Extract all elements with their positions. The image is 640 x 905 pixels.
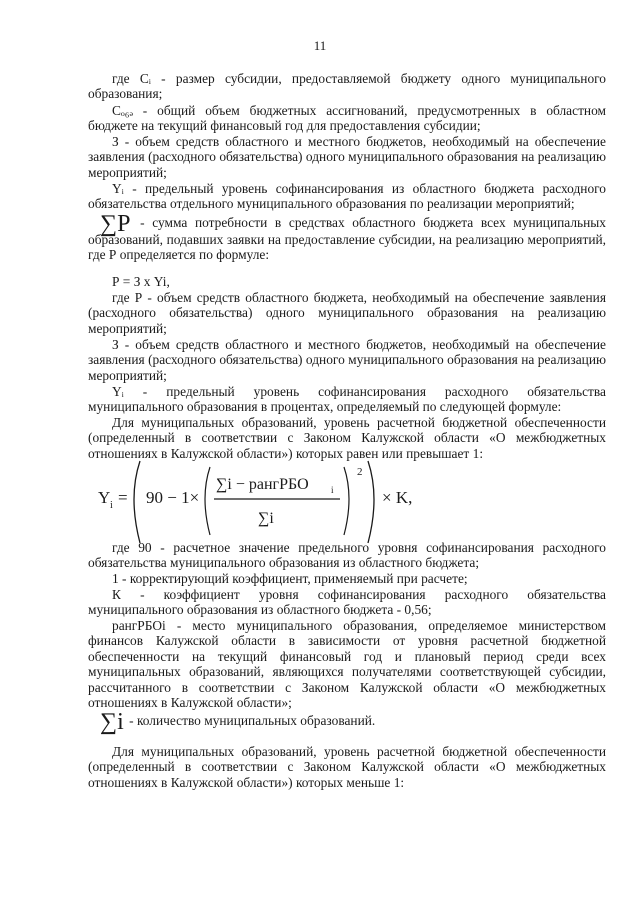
formula-tail: × K, bbox=[382, 488, 413, 507]
paragraph-z-2: З - объем средств областного и местного бюджетов, необходимый на обеспечение заявления (расходного обязательства) одного муниципального образования на реализацию мероприятий; bbox=[88, 337, 606, 383]
inner-paren-right bbox=[344, 467, 349, 535]
formula-exponent: 2 bbox=[357, 466, 363, 478]
paragraph-ci: где Сᵢ - размер субсидии, предоставляемой бюджету одного муниципального образования; bbox=[88, 71, 606, 102]
formula-lhs: Y bbox=[98, 488, 111, 507]
formula-numerator: ∑i − рангРБО bbox=[216, 476, 309, 493]
sum-i-text: - количество муниципальных образований. bbox=[129, 713, 376, 728]
paragraph-condition-lt1: Для муниципальных образований, уровень расчетной бюджетной обеспеченности (определенный в соответствии с Законом Калужской области «О межбюджетных отношениях в Калужской области») которых меньше 1: bbox=[88, 744, 606, 790]
paragraph-z: З - объем средств областного и местного бюджетов, необходимый на обеспечение заявления (расходного обязательства) одного муниципального образования на реализацию мероприятий; bbox=[88, 134, 606, 180]
sum-p-text: - сумма потребности в средствах областного бюджета всех муниципальных образований, подавших заявки на предоставление субсидии, на реализацию мероприятий, где Р определяется по формуле: bbox=[88, 215, 606, 263]
formula-p: Р = З х Yi, bbox=[112, 274, 170, 289]
inner-paren-left bbox=[205, 467, 210, 535]
outer-paren-right bbox=[368, 461, 374, 543]
paragraph-sum-i bbox=[88, 709, 606, 735]
page-number: 11 bbox=[313, 38, 327, 53]
paragraph-p: где Р - объем средств областного бюджета, необходимый на обеспечение заявления (расходного обязательства) одного муниципального образования на реализацию мероприятий; bbox=[88, 290, 606, 336]
sum-p-symbol: ∑P bbox=[100, 211, 131, 237]
paragraph-condition-ge1: Для муниципальных образований, уровень расчетной бюджетной обеспеченности (определенный в соответствии с Законом Калужской области «О межбюджетных отношениях в Калужской области») которых равен или превышает 1: bbox=[88, 415, 606, 461]
outer-paren-left bbox=[134, 461, 140, 543]
paragraph-sum-p bbox=[88, 211, 606, 263]
paragraph-yi: Yᵢ - предельный уровень софинансирования из областного бюджета расходного обязательства отдельного муниципального образования по реализации мероприятий; bbox=[88, 181, 606, 212]
formula-denominator: ∑i bbox=[258, 510, 274, 527]
paragraph-1-coef: 1 - корректирующий коэффициент, применяемый при расчете; bbox=[112, 571, 468, 586]
paragraph-k: К - коэффициент уровня софинансирования расходного обязательства муниципального образования из областного бюджета - 0,56; bbox=[88, 587, 606, 618]
paragraph-c-total: Сₒ₆ₔ - общий объем бюджетных ассигнований, предусмотренных в областном бюджете на текущий финансовый год для предоставления субсидии; bbox=[88, 103, 606, 134]
formula-numerator-sub: i bbox=[331, 485, 334, 495]
formula-equals: = bbox=[118, 488, 128, 507]
sum-i-symbol: ∑i bbox=[100, 709, 124, 735]
formula-constant: 90 − 1× bbox=[146, 488, 200, 507]
formula-yi bbox=[90, 455, 590, 553]
paragraph-90: где 90 - расчетное значение предельного уровня софинансирования расходного обязательства муниципального образования из областного бюджета; bbox=[88, 540, 606, 571]
formula-lhs-sub: i bbox=[110, 500, 113, 511]
paragraph-yi-2: Yᵢ - предельный уровень софинансирования расходного обязательства муниципального образования в процентах, определяемый по следующей формуле: bbox=[88, 384, 606, 415]
paragraph-rank: рангРБОi - место муниципального образования, определяемое министерством финансов Калужской области в зависимости от уровня расчетной бюджетной обеспеченности на текущий финансовый год и плановый период среди всех муниципальных образований, являющихся получателями соответствующей субсидии, рассчитанного в соответствии с Законом Калужской области «О межбюджетных отношениях в Калужской области»; bbox=[88, 618, 606, 711]
